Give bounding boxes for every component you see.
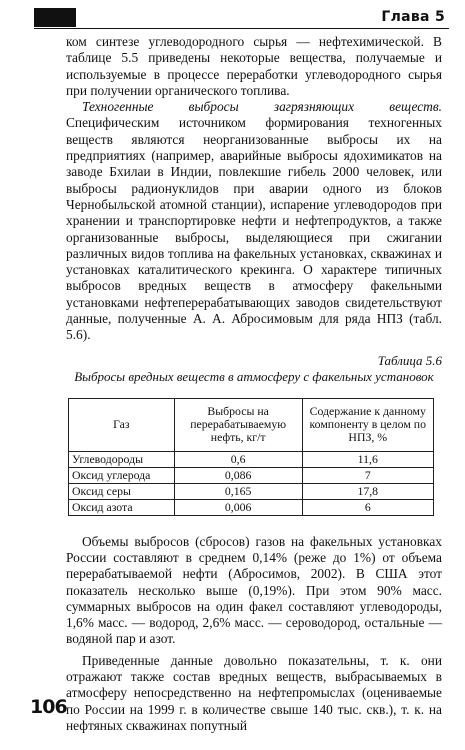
paragraph-3: Объемы выбросов (сбросов) газов на факельных установках России составляют в среднем 0,14% (реже до 1%) от объема перерабатываемой нефти (Абросимов, 2002). В США этот показатель несколько выше (0,19%). При этом 90% масс. суммарных выбросов на один факел составляют углеводороды, 1,6% масс. — водород, 2,6% масс. — сероводород, остальные — водяной пар и азот. bbox=[66, 533, 442, 647]
paragraph-2-text: Специфическим источником формирования техногенных веществ являются неорганизованные выбросы их на предприятиях (например, аварийные выбросы ядохимикатов на заводе Бхилаи в Индии, повлекшие гибель 2000 человек, или выбросы радионуклидов при аварии одного из блоков Чернобыльской атомной станции), испарение углеводородов при хранении и транспортировке нефти и нефтепродуктов, а также организованные выбросы, выделяющиеся при сжигании различных видов топлива на факельных установках, скважинах и установках каталитического крекинга. О характере типичных выбросов вредных веществ в атмосферу факельными установками нефтеперерабатывающих заводов свидетельствуют данные, полученные А. А. Абросимовым для ряда НПЗ (табл. 5.6). bbox=[66, 115, 442, 343]
table-row bbox=[69, 451, 434, 467]
running-header bbox=[34, 8, 449, 29]
page-number: 106 bbox=[30, 696, 67, 718]
cell-emission: 0,6 bbox=[174, 451, 302, 467]
header-gas: Газ bbox=[69, 398, 175, 451]
table-row bbox=[69, 499, 434, 515]
cell-content: 17,8 bbox=[302, 483, 433, 499]
paragraph-2 bbox=[66, 99, 442, 343]
cell-gas: Оксид серы bbox=[69, 483, 175, 499]
paragraph-4: Приведенные данные довольно показательны, т. к. они отражают также состав вредных веществ, выбрасываемых в атмосферу непосредственно на нефтепромыслах (оцениваемые по России на 1999 г. в количестве свыше 140 тыс. скв.), т. к. на нефтяных скважинах попутный bbox=[66, 652, 442, 733]
cell-content: 11,6 bbox=[302, 451, 433, 467]
cell-gas: Оксид углерода bbox=[69, 467, 175, 483]
header-emission: Выбросы на перерабатываемую нефть, кг/т bbox=[174, 398, 302, 451]
table-row bbox=[69, 467, 434, 483]
cell-content: 7 bbox=[302, 467, 433, 483]
emissions-table bbox=[68, 398, 434, 516]
paragraph-2-title: Техногенные выбросы загрязняющих веществ. bbox=[82, 99, 442, 115]
table-row bbox=[69, 483, 434, 499]
table-header-row bbox=[69, 398, 434, 451]
header-black-block bbox=[34, 8, 76, 27]
cell-gas: Оксид азота bbox=[69, 499, 175, 515]
cell-emission: 0,165 bbox=[174, 483, 302, 499]
table-number: Таблица 5.6 bbox=[377, 352, 442, 368]
cell-emission: 0,086 bbox=[174, 467, 302, 483]
table-title: Выбросы вредных веществ в атмосферу с факельных установок bbox=[74, 368, 434, 384]
cell-content: 6 bbox=[302, 499, 433, 515]
cell-gas: Углеводороды bbox=[69, 451, 175, 467]
chapter-label: Глава 5 bbox=[381, 9, 445, 25]
cell-emission: 0,006 bbox=[174, 499, 302, 515]
header-content: Содержание к данному компоненту в целом по НПЗ, % bbox=[302, 398, 433, 451]
page-body bbox=[66, 34, 442, 734]
paragraph-1: ком синтезе углеводородного сырья — нефтехимической. В таблице 5.5 приведены некоторые вещества, получаемые и используемые в процессе переработки углеводородного сырья при получении органического топлива. bbox=[66, 34, 442, 98]
